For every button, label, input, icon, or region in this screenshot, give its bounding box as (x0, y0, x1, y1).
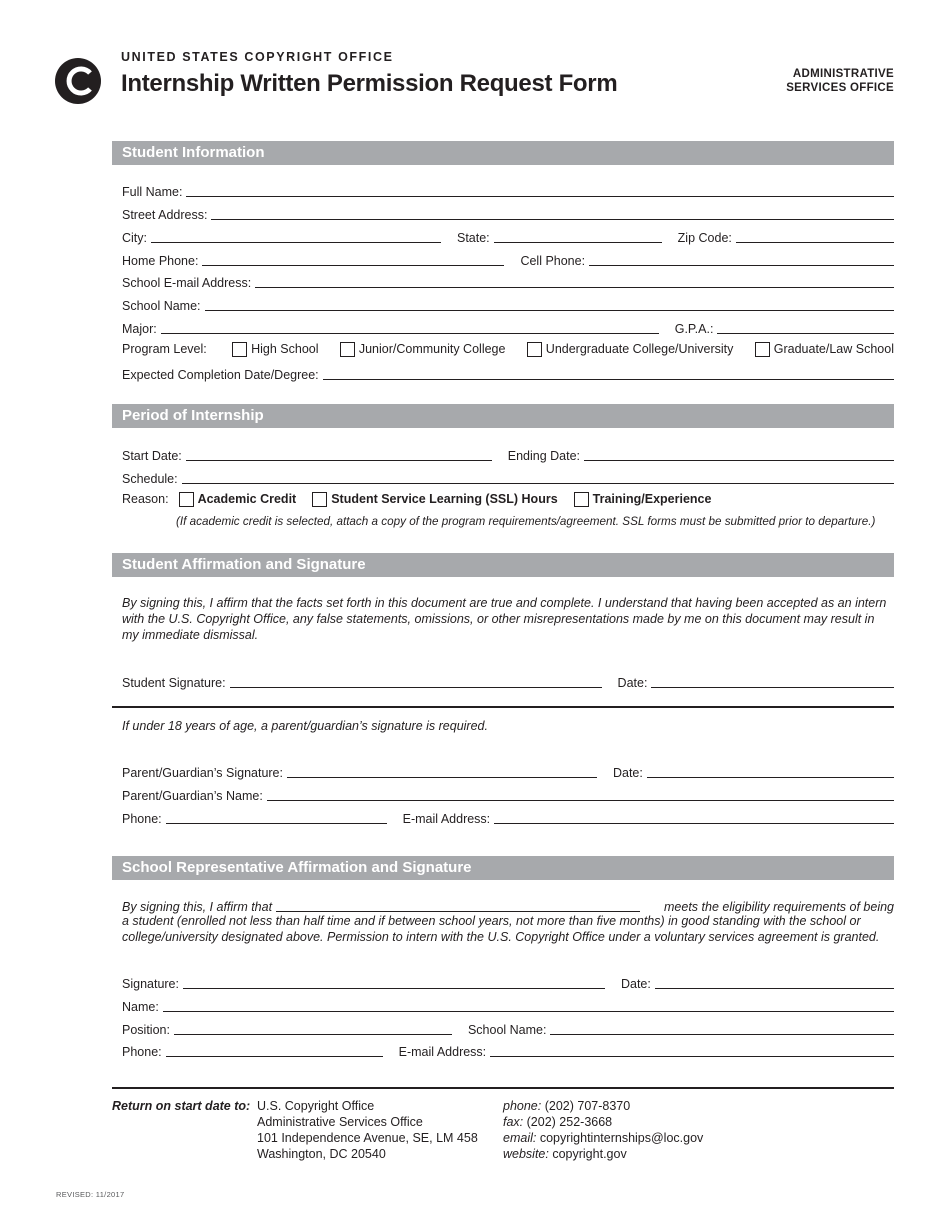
guardian-name-label: Parent/Guardian’s Name: (122, 789, 263, 803)
contact-fax: fax: (202) 252-3668 (503, 1115, 613, 1129)
street-address-label: Street Address: (122, 208, 208, 222)
home-phone-label: Home Phone: (122, 254, 199, 268)
section-divider (112, 706, 894, 708)
state-label: State: (457, 231, 490, 245)
rep-contact-row (122, 1041, 894, 1059)
school-name-label: School Name: (122, 299, 201, 313)
school-rep-text-line3: college/university designated above. Permission to intern with the U.S. Copyright Office under a voluntary services agreement is granted. (122, 930, 880, 944)
student-signature-row (122, 672, 894, 690)
school-rep-text-line1 (122, 896, 894, 914)
major-gpa-row (122, 318, 894, 336)
reason-row (122, 490, 894, 508)
office-line-2: SERVICES OFFICE (786, 82, 894, 94)
student-name-field[interactable] (276, 911, 640, 912)
checkbox[interactable] (527, 342, 542, 357)
contact-phone: phone: (202) 707-8370 (503, 1099, 631, 1113)
guardian-signature-row (122, 762, 894, 780)
rep-school-name-field[interactable] (550, 1034, 894, 1035)
school-email-label: School E-mail Address: (122, 276, 252, 290)
rep-email-field[interactable] (490, 1056, 894, 1057)
address-line: 101 Independence Avenue, SE, LM 458 (257, 1131, 478, 1145)
guardian-signature-label: Parent/Guardian’s Signature: (122, 766, 283, 780)
footer-divider (112, 1087, 894, 1089)
guardian-name-field[interactable] (267, 800, 894, 801)
guardian-name-row (122, 785, 894, 803)
copyright-office-logo (55, 58, 101, 104)
home-phone-field[interactable] (202, 265, 504, 266)
school-email-row (122, 272, 894, 290)
academic-credit-note: (If academic credit is selected, attach a copy of the program requirements/agreement. SSL forms must be submitted prior to departure.) (176, 515, 876, 528)
city-field[interactable] (151, 242, 441, 243)
checkbox[interactable] (574, 492, 589, 507)
phone-row (122, 250, 894, 268)
address-line: Administrative Services Office (257, 1115, 423, 1129)
rep-name-field[interactable] (163, 1011, 894, 1012)
full-name-row (122, 181, 894, 199)
program-level-label: Program Level: (122, 342, 207, 356)
ending-date-field[interactable] (584, 460, 894, 461)
website-link[interactable]: copyright.gov (552, 1147, 627, 1161)
dates-row (122, 445, 894, 463)
major-field[interactable] (161, 333, 659, 334)
guardian-date-field[interactable] (647, 777, 894, 778)
cell-phone-label: Cell Phone: (520, 254, 586, 268)
student-affirmation-text: By signing this, I affirm that the facts set forth in this document are true and complete. I understand that having been accepted as an intern with the U.S. Copyright Office, any false statements, omissions, or other misrepresentations made by me on this document may result in my immediate dismissal. (122, 596, 887, 642)
guardian-phone-label: Phone: (122, 812, 162, 826)
full-name-field[interactable] (186, 196, 894, 197)
cell-phone-field[interactable] (589, 265, 894, 266)
gpa-label: G.P.A.: (674, 322, 714, 336)
school-name-field[interactable] (205, 310, 894, 311)
schedule-row (122, 468, 894, 486)
contact-info (503, 1098, 703, 1162)
rep-signature-label: Signature: (122, 977, 179, 991)
rep-name-label: Name: (122, 1000, 159, 1014)
email-link[interactable]: copyrightinternships@loc.gov (539, 1131, 704, 1145)
contact-email: email: copyrightinternships@loc.gov (503, 1131, 704, 1145)
rep-name-row (122, 996, 894, 1014)
rep-signature-row (122, 973, 894, 991)
address-line: Washington, DC 20540 (257, 1147, 386, 1161)
state-field[interactable] (494, 242, 662, 243)
checkbox[interactable] (232, 342, 247, 357)
rep-school-name-label: School Name: (467, 1023, 547, 1037)
reason-option-academic-credit[interactable]: Academic Credit (179, 492, 297, 507)
reason-option-training[interactable]: Training/Experience (574, 492, 712, 507)
checkbox[interactable] (312, 492, 327, 507)
school-email-field[interactable] (255, 287, 894, 288)
form-title: Internship Written Permission Request Form (121, 70, 618, 97)
address-line: U.S. Copyright Office (257, 1099, 375, 1113)
program-option-undergraduate[interactable]: Undergraduate College/University (527, 342, 734, 357)
guardian-note: If under 18 years of age, a parent/guardian’s signature is required. (122, 719, 488, 733)
completion-label: Expected Completion Date/Degree: (122, 368, 319, 382)
organization-name: UNITED STATES COPYRIGHT OFFICE (121, 50, 394, 64)
office-line-1: ADMINISTRATIVE (792, 68, 894, 80)
reason-label: Reason: (122, 492, 169, 506)
student-date-label: Date: (617, 676, 648, 690)
rep-signature-field[interactable] (183, 988, 605, 989)
reason-option-ssl-hours[interactable]: Student Service Learning (SSL) Hours (312, 492, 557, 507)
gpa-field[interactable] (717, 333, 894, 334)
checkbox[interactable] (179, 492, 194, 507)
program-level-row (122, 340, 894, 358)
school-rep-text-end: meets the eligibility requirements of being (664, 900, 894, 914)
program-option-graduate[interactable]: Graduate/Law School (755, 342, 894, 357)
street-address-field[interactable] (211, 219, 894, 220)
guardian-email-label: E-mail Address: (402, 812, 491, 826)
guardian-date-label: Date: (612, 766, 643, 780)
section-school-representative: School Representative Affirmation and Signature (112, 856, 894, 880)
program-option-high-school[interactable]: High School (232, 342, 318, 357)
street-address-row (122, 204, 894, 222)
checkbox[interactable] (340, 342, 355, 357)
checkbox[interactable] (755, 342, 770, 357)
office-name (734, 67, 894, 95)
completion-field[interactable] (323, 379, 894, 380)
full-name-label: Full Name: (122, 185, 183, 199)
return-address (257, 1098, 478, 1162)
city-label: City: (122, 231, 147, 245)
zip-code-field[interactable] (736, 242, 894, 243)
guardian-contact-row (122, 808, 894, 826)
major-label: Major: (122, 322, 157, 336)
city-state-zip-row (122, 227, 894, 245)
student-signature-label: Student Signature: (122, 676, 226, 690)
program-option-community-college[interactable]: Junior/Community College (340, 342, 506, 357)
guardian-phone-field[interactable] (166, 823, 387, 824)
section-student-information: Student Information (112, 141, 894, 165)
schedule-label: Schedule: (122, 472, 178, 486)
return-label: Return on start date to: (112, 1099, 251, 1113)
rep-position-label: Position: (122, 1023, 170, 1037)
rep-date-label: Date: (620, 977, 651, 991)
rep-phone-field[interactable] (166, 1056, 383, 1057)
guardian-email-field[interactable] (494, 823, 894, 824)
student-signature-field[interactable] (230, 687, 602, 688)
rep-position-row (122, 1019, 894, 1037)
revision-date: REVISED: 11/2017 (56, 1190, 125, 1199)
completion-row (122, 364, 894, 382)
school-rep-text-line2: a student (enrolled not less than half time and if between school years, not more than five months) in good standing with the school or (122, 914, 861, 928)
start-date-label: Start Date: (122, 449, 182, 463)
contact-website: website: copyright.gov (503, 1147, 627, 1161)
rep-position-field[interactable] (174, 1034, 452, 1035)
rep-email-label: E-mail Address: (398, 1045, 487, 1059)
rep-date-field[interactable] (655, 988, 894, 989)
section-period-of-internship: Period of Internship (112, 404, 894, 428)
rep-phone-label: Phone: (122, 1045, 162, 1059)
guardian-signature-field[interactable] (287, 777, 597, 778)
school-rep-text-start: By signing this, I affirm that (122, 900, 273, 914)
start-date-field[interactable] (186, 460, 492, 461)
ending-date-label: Ending Date: (507, 449, 581, 463)
section-student-affirmation: Student Affirmation and Signature (112, 553, 894, 577)
schedule-field[interactable] (182, 483, 894, 484)
student-date-field[interactable] (651, 687, 894, 688)
zip-code-label: Zip Code: (677, 231, 732, 245)
school-name-row (122, 295, 894, 313)
